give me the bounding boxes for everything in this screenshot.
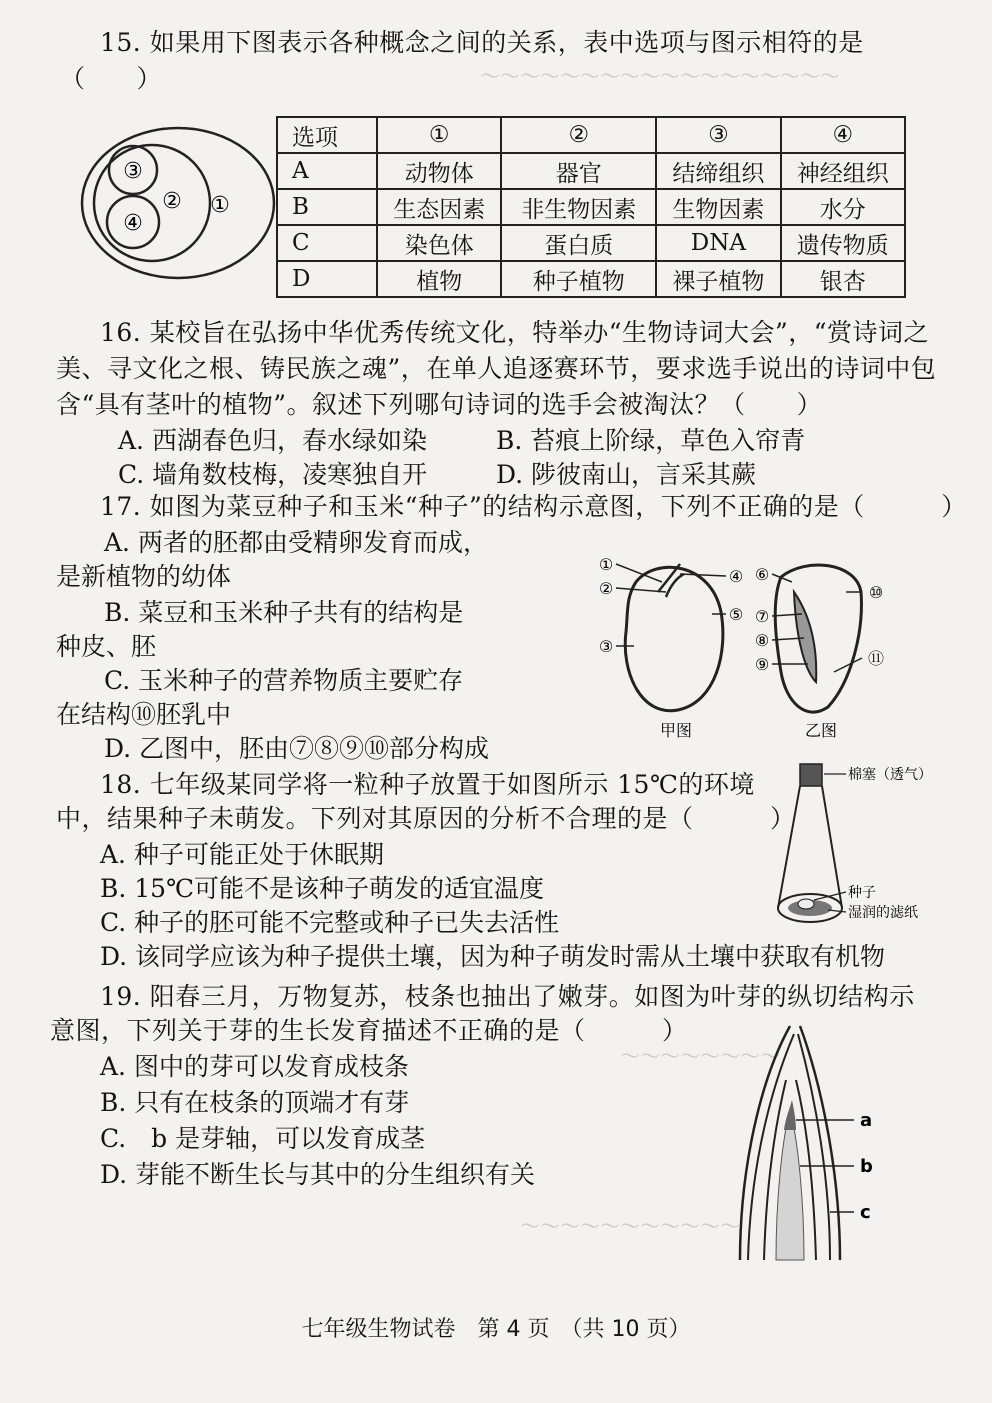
growth-cone	[784, 1100, 796, 1130]
table-cell: 染色体	[377, 225, 501, 261]
table-cell: 银杏	[781, 261, 905, 297]
bleed-through: ～～～～～～～～	[620, 1044, 780, 1068]
seed-label: ②	[598, 579, 614, 598]
table-header: 选项	[277, 117, 377, 153]
seed-label: ③	[598, 637, 614, 656]
cotton-plug	[800, 764, 822, 786]
table-cell: 蛋白质	[501, 225, 656, 261]
seed-label: ④	[728, 567, 744, 586]
q18-option-b: B. 15℃可能不是该种子萌发的适宜温度	[100, 874, 545, 903]
table-cell: 遗传物质	[781, 225, 905, 261]
q16-option-c: C. 墙角数枝梅，凌寒独自开	[118, 460, 428, 489]
table-cell: 非生物因素	[501, 189, 656, 225]
germination-flask-figure	[770, 760, 980, 930]
q16-stem: 含“具有茎叶的植物”。叙述下列哪句诗词的选手会被淘汰？（ ）	[56, 390, 823, 419]
table-row	[277, 189, 905, 225]
table-cell: 器官	[501, 153, 656, 189]
q18-option-c: C. 种子的胚可能不完整或种子已失去活性	[100, 908, 560, 937]
seed-label: ⑦	[754, 607, 770, 626]
table-cell: 结缔组织	[656, 153, 780, 189]
q19-option-c: C. b 是芽轴，可以发育成茎	[100, 1124, 426, 1153]
table-cell: 植物	[377, 261, 501, 297]
q18-stem: 18. 七年级某同学将一粒种子放置于如图所示 15℃的环境	[100, 770, 755, 799]
q17-option-b-cont: 种皮、胚	[56, 632, 157, 661]
seed	[798, 899, 814, 909]
q19-stem: 意图，下列关于芽的生长发育描述不正确的是（ ）	[50, 1016, 688, 1045]
seed-label: ①	[598, 555, 614, 574]
table-cell: 动物体	[377, 153, 501, 189]
table-cell: 生态因素	[377, 189, 501, 225]
q16-option-d: D. 陟彼南山，言采其蕨	[496, 460, 757, 489]
q18-option-a: A. 种子可能正处于休眠期	[100, 840, 384, 869]
bean-seed-outline	[625, 567, 723, 710]
venn-label: ①	[210, 193, 230, 218]
page-footer: 七年级生物试卷 第 4 页 （共 10 页）	[301, 1317, 691, 1342]
bleed-through: ～～～～～～～～～～～～～～～～～～	[480, 64, 840, 88]
table-cell: 裸子植物	[656, 261, 780, 297]
seed-label: ⑧	[754, 631, 770, 650]
figure-label: 种子	[848, 885, 876, 901]
q17-option-c-cont: 在结构⑩胚乳中	[56, 700, 232, 729]
table-row	[277, 225, 905, 261]
q17-option-a: A. 两者的胚都由受精卵发育而成，	[104, 528, 488, 557]
venn-label: ③	[123, 159, 143, 184]
table-cell: A	[277, 153, 377, 189]
venn-label: ④	[123, 211, 143, 236]
seed-label: ⑪	[867, 649, 885, 668]
q19-stem: 19. 阳春三月，万物复苏，枝条也抽出了嫩芽。如图为叶芽的纵切结构示	[100, 982, 915, 1011]
table-row	[277, 261, 905, 297]
table-header: ①	[377, 117, 501, 153]
seed-label: ⑤	[728, 605, 744, 624]
flask-wall	[778, 786, 842, 908]
figure-caption: 乙图	[804, 721, 838, 740]
q18-option-d: D. 该同学应该为种子提供土壤，因为种子萌发时需从土壤中获取有机物	[100, 942, 886, 971]
q17-option-c: C. 玉米种子的营养物质主要贮存	[104, 666, 464, 695]
q19-option-a: A. 图中的芽可以发育成枝条	[100, 1052, 409, 1081]
q18-stem: 中，结果种子未萌发。下列对其原因的分析不合理的是（ ）	[56, 804, 796, 833]
figure-label: 棉塞（透气）	[848, 767, 932, 783]
seed-label: ⑥	[754, 565, 770, 584]
seed-label: ⑩	[868, 583, 884, 602]
q19-option-d: D. 芽能不断生长与其中的分生组织有关	[100, 1160, 536, 1189]
figure-caption: 甲图	[659, 721, 693, 740]
table-cell: C	[277, 225, 377, 261]
q16-stem: 16. 某校旨在弘扬中华优秀传统文化，特举办“生物诗词大会”，“赏诗词之	[100, 318, 930, 347]
q17-option-a-cont: 是新植物的幼体	[56, 562, 232, 591]
table-header: ④	[781, 117, 905, 153]
table-header: ③	[656, 117, 780, 153]
q17-option-b: B. 菜豆和玉米种子共有的结构是	[104, 598, 464, 627]
table-header: ②	[501, 117, 656, 153]
bud-axis	[776, 1110, 804, 1260]
venn-diagram	[78, 122, 278, 284]
venn-label: ②	[162, 189, 182, 214]
bud-label: b	[860, 1156, 873, 1177]
seed-structure-figure	[596, 552, 896, 742]
q16-option-b: B. 苔痕上阶绿，草色入帘青	[496, 426, 806, 455]
q15-stem: 15. 如果用下图表示各种概念之间的关系，表中选项与图示相符的是	[100, 28, 864, 57]
table-cell: 种子植物	[501, 261, 656, 297]
q16-stem: 美、寻文化之根、铸民族之魂”，在单人追逐赛环节，要求选手说出的诗词中包	[56, 354, 937, 383]
q19-option-b: B. 只有在枝条的顶端才有芽	[100, 1088, 410, 1117]
q16-option-a: A. 西湖春色归，春水绿如染	[118, 426, 427, 455]
table-cell: B	[277, 189, 377, 225]
table-cell: 神经组织	[781, 153, 905, 189]
leaf-bud-figure	[730, 1020, 900, 1270]
bud-label: c	[860, 1202, 871, 1223]
figure-label: 湿润的滤纸	[848, 905, 918, 921]
bud-label: a	[860, 1110, 873, 1131]
bleed-through: ～～～～～～～～～～～	[520, 1214, 740, 1238]
corn-embryo	[794, 592, 816, 682]
table-header-row	[277, 117, 905, 153]
q17-stem: 17. 如图为菜豆种子和玉米“种子”的结构示意图，下列不正确的是（ ）	[100, 492, 967, 521]
concept-table	[276, 116, 906, 298]
q17-option-d: D. 乙图中，胚由⑦⑧⑨⑩部分构成	[104, 734, 490, 763]
q15-answer-blank: （ ）	[60, 64, 163, 93]
table-cell: 水分	[781, 189, 905, 225]
table-row	[277, 153, 905, 189]
table-cell: 生物因素	[656, 189, 780, 225]
table-cell: DNA	[656, 225, 780, 261]
table-cell: D	[277, 261, 377, 297]
seed-label: ⑨	[754, 655, 770, 674]
